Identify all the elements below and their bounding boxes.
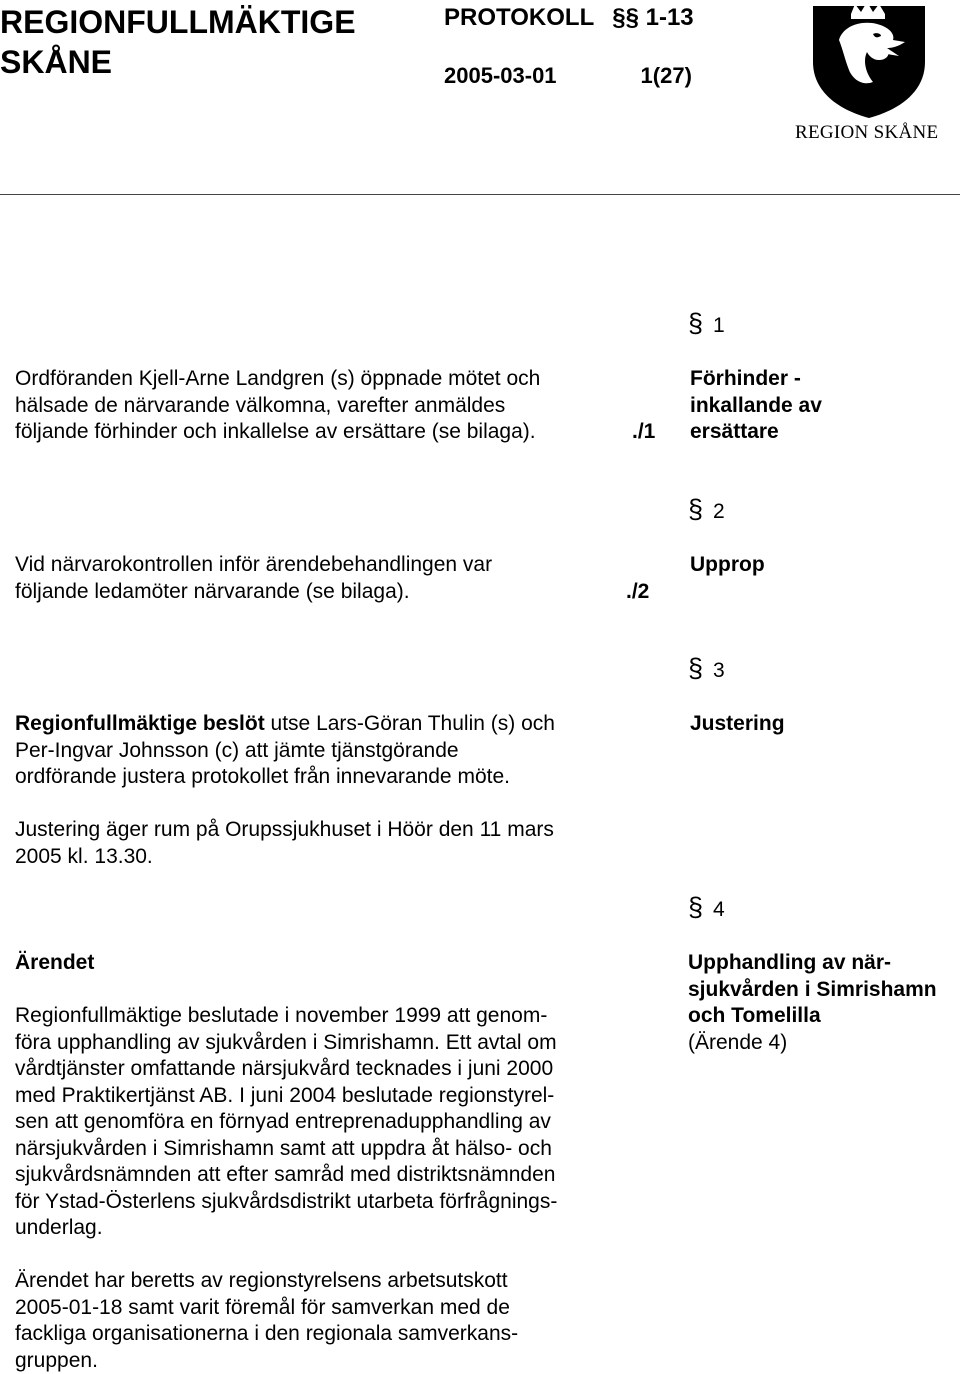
case-number: (Ärende 4) (688, 1030, 788, 1054)
region-logo (795, 0, 945, 144)
organisation-name (0, 2, 356, 82)
logo-wordmark: REGION SKÅNE (795, 122, 939, 143)
paragraph-number-3 (688, 655, 725, 685)
paragraph-number: 2 (713, 500, 725, 523)
paragraph-number-4 (688, 894, 725, 924)
date-line (444, 60, 692, 92)
paragraph-heading-1: Förhinder - inkallande av ersättare (690, 367, 822, 443)
paragraph-number: 4 (713, 898, 725, 921)
griffin-crest-icon (803, 0, 935, 120)
document-type-line (444, 2, 694, 34)
section-range: §§ 1-13 (612, 4, 694, 31)
paragraph-body-2: Vid närvarokontrollen inför ärendebehandlingen var följande ledamöter närvarande (se bilaga). (15, 553, 493, 603)
paragraph-body-3: Regionfullmäktige beslöt utse Lars-Göran Thulin (s) och Per-Ingvar Johnsson (c) att jämte tjänstgörande ordförande justera protokollet från innevarande möte. (15, 712, 555, 788)
section-sign-icon: § (688, 308, 704, 338)
paragraph-number: 3 (713, 659, 725, 682)
paragraph-body-4b: Ärendet har beretts av regionstyrelsens arbetsutskott 2005-01-18 samt varit föremål för samverkan med de fackliga organisationerna i den regionala samverkans- gruppen. (15, 1269, 519, 1372)
section-sign-icon: § (688, 892, 704, 922)
case-subheading: Ärendet (15, 951, 95, 974)
paragraph-number-2 (688, 496, 725, 526)
meeting-date: 2005-03-01 (444, 63, 557, 88)
paragraph-number-1 (688, 310, 725, 340)
page-count: 1(27) (640, 63, 692, 88)
paragraph-number: 1 (713, 314, 725, 337)
document-type: PROTOKOLL (444, 4, 595, 31)
paragraph-body-3b: Justering äger rum på Orupssjukhuset i Höör den 11 mars 2005 kl. 13.30. (15, 818, 554, 868)
section-sign-icon: § (688, 653, 704, 683)
paragraph-heading-3: Justering (690, 712, 785, 735)
org-line-2: SKÅNE (0, 44, 113, 80)
paragraph-body-1: Ordföranden Kjell-Arne Landgren (s) öppnade mötet och hälsade de närvarande välkomna, varefter anmäldes följande förhinder och inkallelse av ersättare (se bilaga). (15, 367, 541, 443)
decision-lead: Regionfullmäktige beslöt (15, 712, 265, 735)
paragraph-body-4: Regionfullmäktige beslutade i november 1999 att genom- föra upphandling av sjukvården i Simrishamn. Ett avtal om vårdtjänster omfattande närsjukvård tecknades i juni 2000 med Praktikertjänst AB. I juni 2004 beslutade regionstyrel- sen att genomföra en förnyad entreprenadupphandling av närsjukvården i Simrishamn samt att uppdra åt hälso- och sjukvårdsnämnden att efter samråd med distriktsnämnden för Ystad-Österlens sjukvårdsdistrikt utarbeta förfrågnings- underlag. (15, 1004, 558, 1239)
attachment-ref-1: ./1 (632, 420, 656, 443)
paragraph-heading-4: Upphandling av när- sjukvården i Simrishamn och Tomelilla (Ärende 4) (688, 950, 937, 1056)
attachment-ref-2: ./2 (626, 580, 650, 603)
paragraph-heading-2: Upprop (690, 553, 765, 576)
org-line-1: REGIONFULLMÄKTIGE (0, 4, 356, 40)
header-divider (0, 194, 960, 195)
section-sign-icon: § (688, 494, 704, 524)
